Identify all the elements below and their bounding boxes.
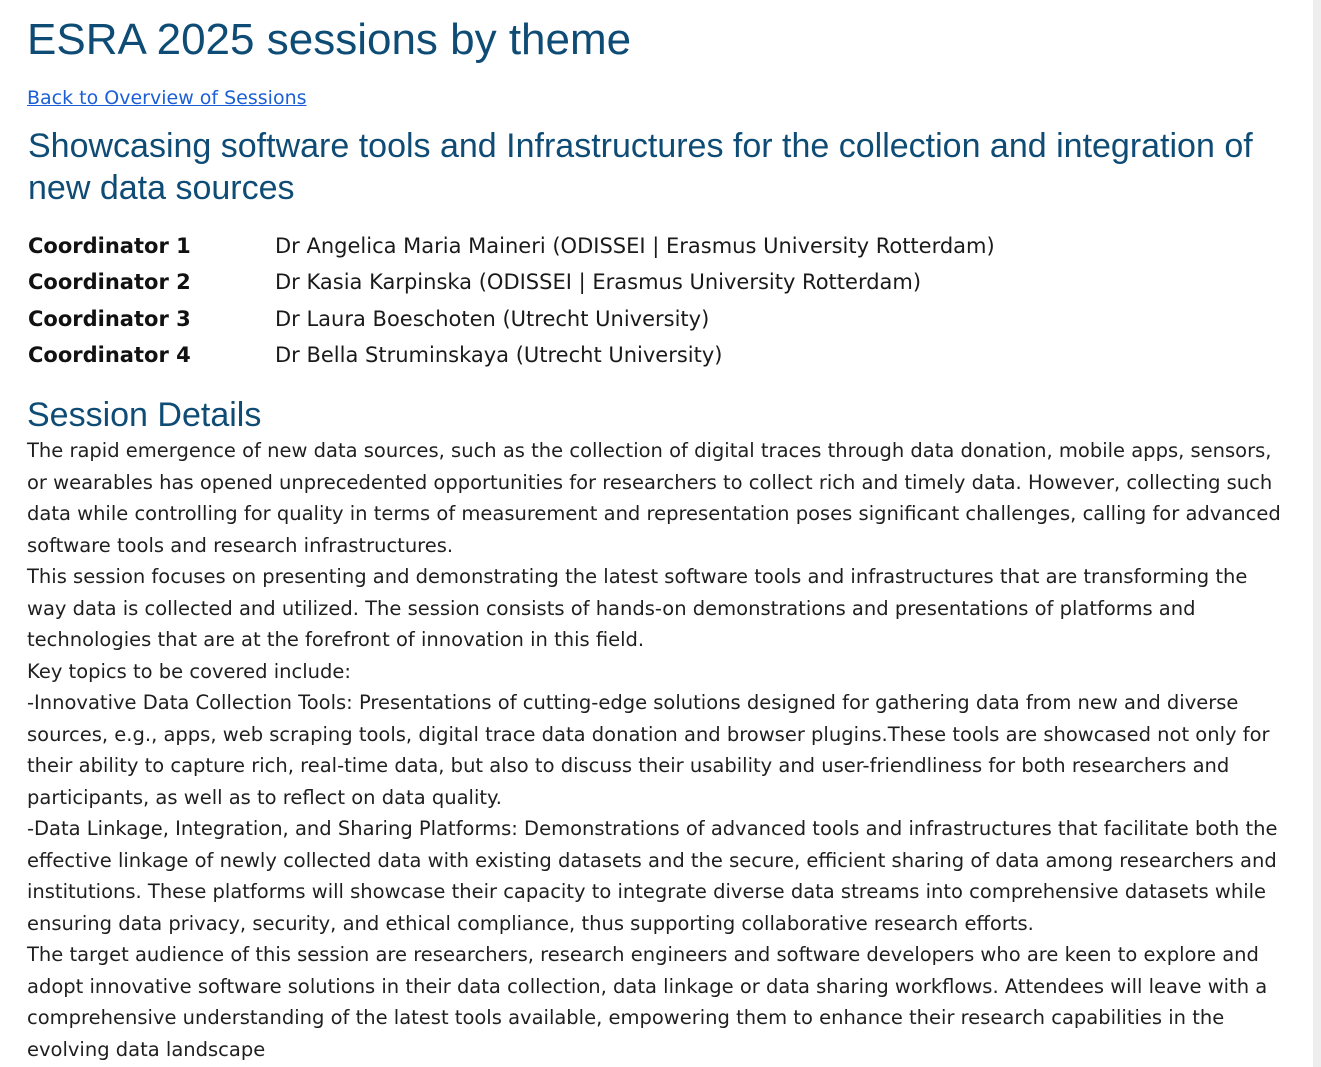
session-details-heading: Session Details: [27, 396, 262, 435]
session-title: Showcasing software tools and Infrastructures for the collection and integration of new data sources: [28, 127, 1253, 207]
back-to-overview-link[interactable]: Back to Overview of Sessions: [27, 87, 307, 109]
coordinator-row: [28, 301, 1297, 337]
coordinator-label: Coordinator 1: [28, 234, 191, 259]
details-paragraph: Key topics to be covered include:: [27, 659, 351, 683]
scrollbar-track[interactable]: [1313, 0, 1321, 1067]
details-paragraph: The rapid emergence of new data sources, such as the collection of digital traces through data donation, mobile apps, sensors, or wearables has opened unprecedented opportunities for researchers to collect rich and timely data. However, collecting such data while controlling for quality in terms of measurement and representation poses significant challenges, calling for advanced software tools and research infrastructures.: [27, 439, 1281, 557]
coordinators-table: [28, 228, 1297, 373]
coordinator-label: Coordinator 4: [28, 343, 191, 368]
coordinator-name: Dr Kasia Karpinska (ODISSEI | Erasmus University Rotterdam): [275, 270, 922, 295]
details-paragraph: The target audience of this session are researchers, research engineers and software developers who are keen to explore and adopt innovative software solutions in their data collection, data linkage or data sharing workflows. Attendees will leave with a comprehensive understanding of the latest tools available, empowering them to enhance their research capabilities in the evolving data landscape: [27, 943, 1268, 1061]
details-paragraph: This session focuses on presenting and demonstrating the latest software tools and infrastructures that are transforming the way data is collected and utilized. The session consists of hands-on demonstrations and presentations of platforms and technologies that are at the forefront of innovation in this field.: [27, 565, 1248, 652]
coordinator-row: [28, 264, 1297, 300]
session-details-body: [27, 435, 1292, 1065]
coordinator-name: Dr Laura Boeschoten (Utrecht University): [275, 306, 710, 331]
details-paragraph: -Innovative Data Collection Tools: Presentations of cutting-edge solutions designed for gathering data from new and diverse sources, e.g., apps, web scraping tools, digital trace data donation and browser plugins.These tools are showcased not only for their ability to capture rich, real-time data, but also to discuss their usability and user-friendliness for both researchers and participants, as well as to reflect on data quality.: [27, 691, 1270, 809]
page-title: ESRA 2025 sessions by theme: [27, 15, 632, 64]
coordinator-label: Coordinator 3: [28, 306, 191, 331]
coordinator-row: [28, 228, 1297, 264]
coordinator-name: Dr Angelica Maria Maineri (ODISSEI | Erasmus University Rotterdam): [275, 234, 995, 259]
coordinator-row: [28, 337, 1297, 373]
coordinator-label: Coordinator 2: [28, 270, 191, 295]
page-content: [27, 0, 1297, 1065]
coordinator-name: Dr Bella Struminskaya (Utrecht University): [275, 343, 723, 368]
details-paragraph: -Data Linkage, Integration, and Sharing Platforms: Demonstrations of advanced tools and infrastructures that facilitate both the effective linkage of newly collected data with existing datasets and the secure, efficient sharing of data among researchers and institutions. These platforms will showcase their capacity to integrate diverse data streams into comprehensive datasets while ensuring data privacy, security, and ethical compliance, thus supporting collaborative research efforts.: [27, 817, 1278, 935]
